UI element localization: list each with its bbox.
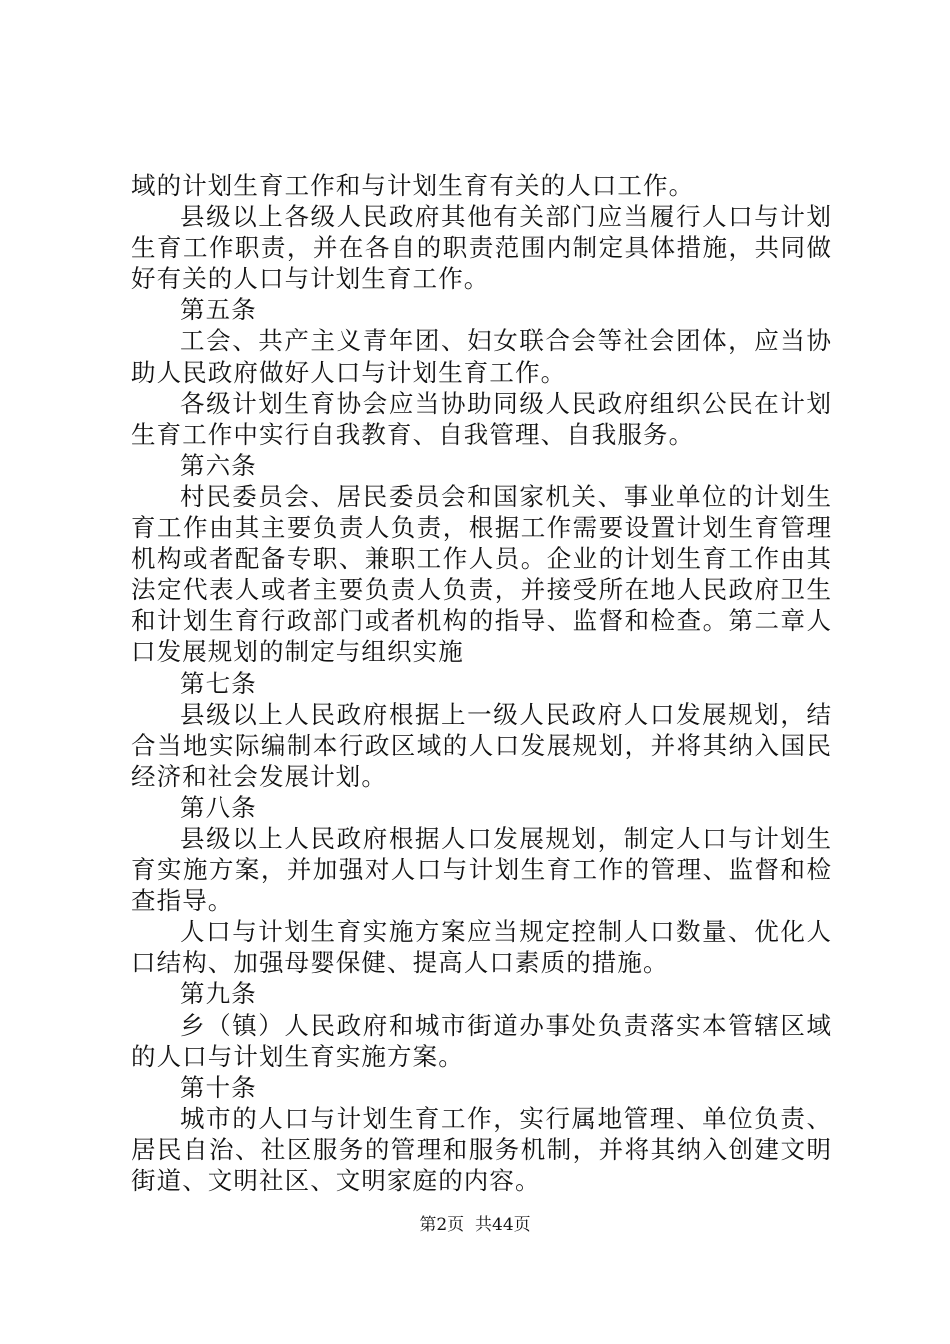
text-line: 域的计划生育工作和与计划生育有关的人口工作。 bbox=[131, 171, 695, 200]
text-line: 经济和社会发展计划。 bbox=[131, 761, 387, 791]
text-line: 法定代表人或者主要负责人负责，并接受所在地人民政府卫生 bbox=[131, 575, 831, 605]
text-line: 口发展规划的制定与组织实施 bbox=[131, 637, 464, 667]
text-line: 街道、文明社区、文明家庭的内容。 bbox=[131, 1166, 541, 1195]
text-line: 人口与计划生育实施方案应当规定控制人口数量、优化人 bbox=[180, 917, 831, 947]
text-line: 查指导。 bbox=[131, 886, 234, 916]
text-line: 工会、共产主义青年团、妇女联合会等社会团体，应当协 bbox=[180, 326, 831, 356]
text-line: 合当地实际编制本行政区域的人口发展规划，并将其纳入国民 bbox=[131, 730, 831, 760]
text-line: 各级计划生育协会应当协助同级人民政府组织公民在计划 bbox=[180, 388, 831, 418]
text-line: 第九条 bbox=[180, 979, 257, 1009]
page-footer bbox=[0, 1214, 950, 1236]
text-line: 城市的人口与计划生育工作，实行属地管理、单位负责、 bbox=[180, 1103, 831, 1133]
text-line: 县级以上人民政府根据上一级人民政府人口发展规划，结 bbox=[180, 699, 831, 729]
text-line: 机构或者配备专职、兼职工作人员。企业的计划生育工作由其 bbox=[131, 544, 831, 574]
text-line: 第八条 bbox=[180, 792, 257, 822]
text-line: 生育工作中实行自我教育、自我管理、自我服务。 bbox=[131, 419, 695, 449]
text-line: 第五条 bbox=[180, 295, 257, 325]
text-line: 第六条 bbox=[180, 450, 257, 480]
text-line: 县级以上人民政府根据人口发展规划，制定人口与计划生 bbox=[180, 823, 831, 853]
text-line: 好有关的人口与计划生育工作。 bbox=[131, 264, 490, 294]
text-line: 育实施方案，并加强对人口与计划生育工作的管理、监督和检 bbox=[131, 855, 831, 885]
text-line: 第七条 bbox=[180, 668, 257, 698]
text-line: 口结构、加强母婴保健、提高人口素质的措施。 bbox=[131, 948, 669, 978]
text-line: 的人口与计划生育实施方案。 bbox=[131, 1041, 464, 1071]
total-pages: 共44页 bbox=[475, 1215, 531, 1235]
text-line: 村民委员会、居民委员会和国家机关、事业单位的计划生 bbox=[180, 481, 831, 511]
text-line: 居民自治、社区服务的管理和服务机制，并将其纳入创建文明 bbox=[131, 1134, 831, 1164]
text-line: 育工作由其主要负责人负责，根据工作需要设置计划生育管理 bbox=[131, 513, 831, 543]
document-body bbox=[131, 170, 831, 1196]
text-line: 和计划生育行政部门或者机构的指导、监督和检查。第二章人 bbox=[131, 606, 831, 636]
page-number: 第2页 bbox=[419, 1215, 465, 1235]
text-line: 县级以上各级人民政府其他有关部门应当履行人口与计划 bbox=[180, 202, 831, 232]
text-line: 第十条 bbox=[180, 1072, 257, 1102]
text-line: 助人民政府做好人口与计划生育工作。 bbox=[131, 357, 567, 387]
text-line: 乡（镇）人民政府和城市街道办事处负责落实本管辖区域 bbox=[180, 1010, 831, 1040]
text-line: 生育工作职责，并在各自的职责范围内制定具体措施，共同做 bbox=[131, 233, 831, 263]
